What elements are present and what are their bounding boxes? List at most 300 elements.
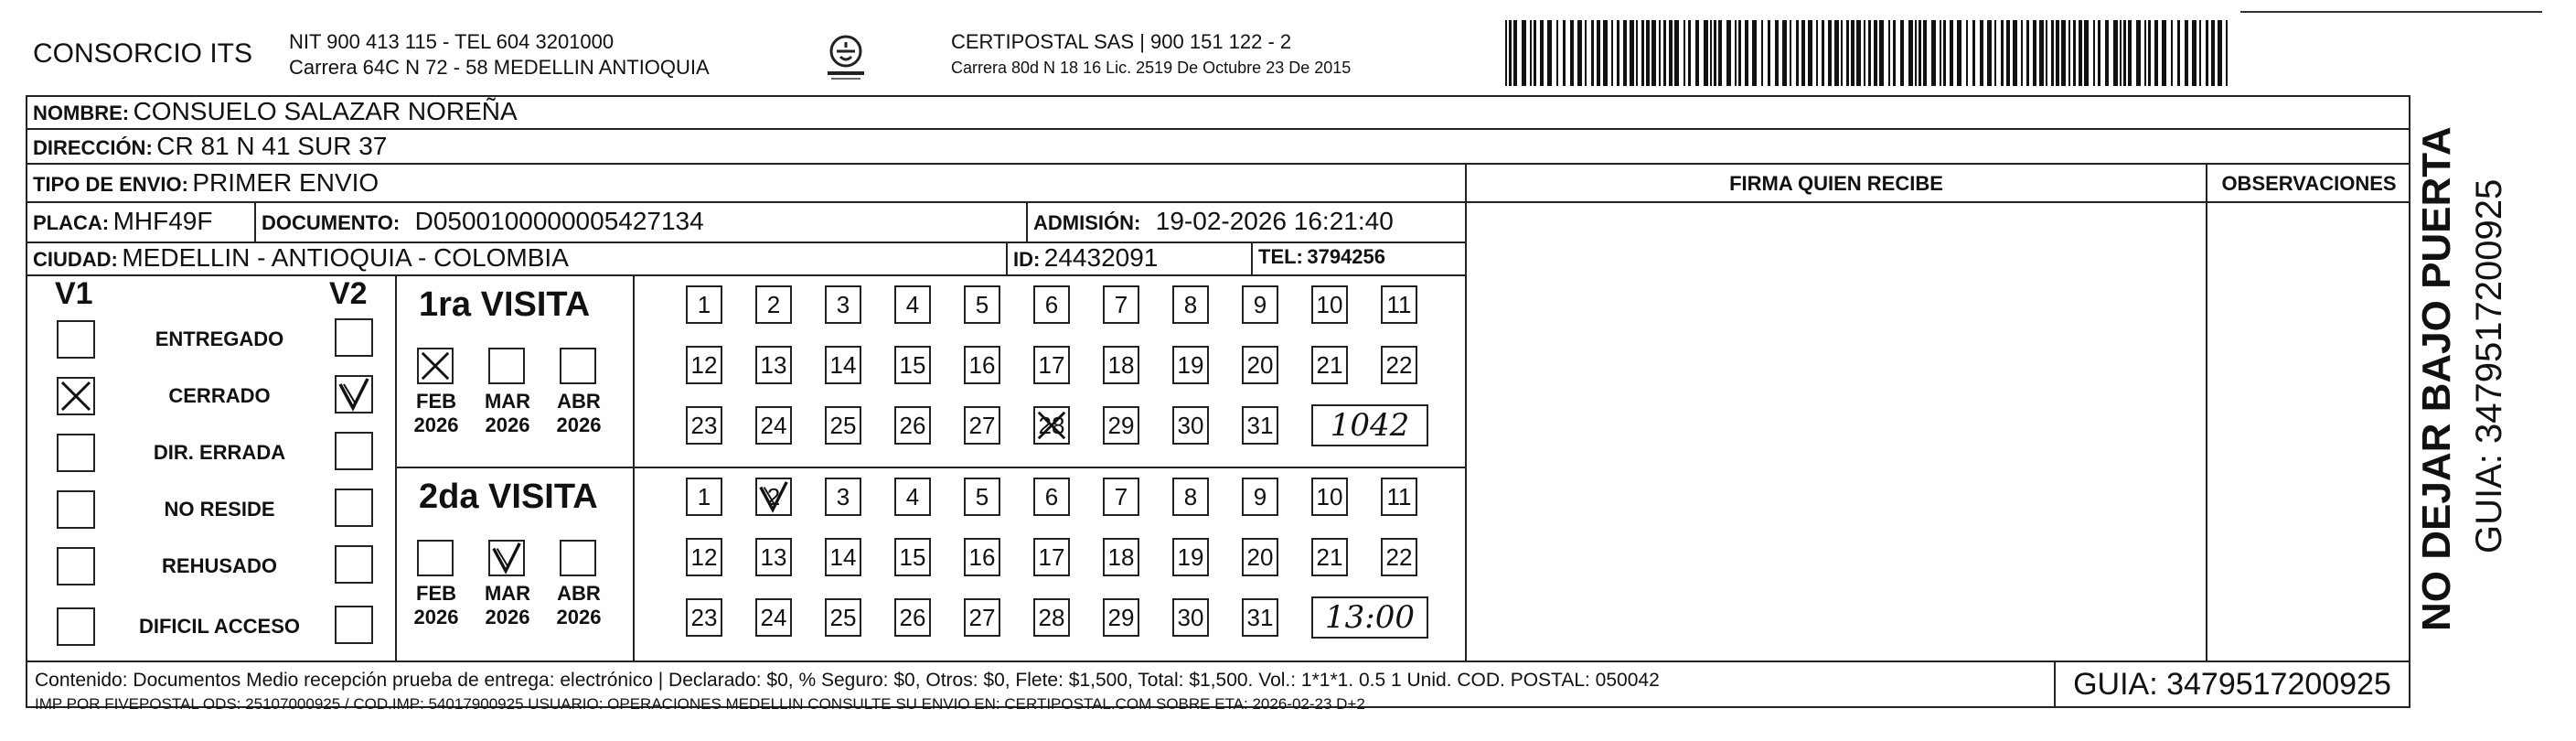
day-number: 15 [899, 543, 926, 571]
barcode-bar [1738, 20, 1741, 86]
day-cell[interactable] [1172, 285, 1209, 324]
v2-checkbox[interactable] [335, 375, 373, 413]
direccion-field [33, 132, 387, 161]
day-number: 10 [1316, 483, 1343, 510]
barcode-bar [2021, 20, 2023, 86]
barcode-bar [2162, 20, 2166, 86]
admision-label: ADMISIÓN: [1033, 211, 1141, 234]
barcode-bar [2026, 20, 2029, 86]
day-number: 24 [760, 412, 787, 439]
barcode-bar [1919, 20, 1921, 86]
day-number: 3 [836, 291, 850, 318]
barcode-bar [1597, 20, 1600, 86]
barcode-bar [1801, 20, 1805, 86]
barcode-bar [1874, 20, 1877, 86]
barcode-bar [1547, 20, 1552, 86]
placa-field [33, 207, 212, 236]
visit-title: 2da VISITA [419, 478, 598, 516]
day-number: 12 [690, 543, 718, 571]
barcode-bar [1651, 20, 1656, 86]
documento-field [262, 207, 704, 236]
barcode-bar [1868, 20, 1871, 86]
barcode-bar [1846, 20, 1849, 86]
admision-field [1033, 207, 1394, 236]
id-value: 24432091 [1043, 243, 1159, 272]
barcode-bar [1563, 20, 1566, 86]
day-number: 18 [1107, 543, 1135, 571]
nombre-value: CONSUELO SALAZAR NOREÑA [133, 97, 518, 125]
day-cell[interactable] [686, 538, 722, 576]
v1-checkbox[interactable] [57, 607, 95, 646]
day-number: 12 [690, 351, 718, 379]
day-number: 9 [1253, 291, 1267, 318]
observaciones-header: OBSERVACIONES [2221, 172, 2397, 195]
barcode-bar [1761, 20, 1763, 86]
day-cell[interactable] [1381, 478, 1417, 516]
barcode-bar [1931, 20, 1936, 86]
day-cell[interactable] [1103, 406, 1139, 445]
barcode-bar [1782, 20, 1787, 86]
status-label: DIR. ERRADA [153, 441, 286, 464]
day-cell[interactable] [1242, 478, 1278, 516]
day-number: 20 [1246, 351, 1274, 379]
day-cell[interactable] [1311, 538, 1348, 576]
v2-checkbox[interactable] [335, 606, 373, 644]
barcode-bar [2211, 20, 2215, 86]
day-cell[interactable] [755, 406, 792, 445]
day-cell[interactable] [1311, 346, 1348, 384]
day-cell[interactable] [1033, 285, 1070, 324]
barcode-bar [2068, 20, 2070, 86]
barcode-bar [1900, 20, 1904, 86]
month-name: FEB [416, 582, 456, 605]
barcode-bar [1718, 20, 1722, 86]
barcode-bar [1556, 20, 1558, 86]
company-name: CONSORCIO ITS [33, 38, 253, 69]
barcode-bar [1790, 20, 1791, 86]
day-cell[interactable] [1103, 285, 1139, 324]
barcode-bar [2120, 20, 2122, 86]
barcode-bar [2006, 20, 2010, 86]
footer-contenido: Contenido: Documentos Medio recepción prueba de entrega: electrónico | Declarado: $0, % Seguro: $0, Otros: $0, Flete: $1,500, Total: $1,500. Vol.: 1*1*1. 0.5 1 Unid. COD. POSTAL: 050042 [35, 670, 1660, 691]
barcode-bar [1980, 20, 1983, 86]
barcode-bar [1796, 20, 1799, 86]
status-label: CERRADO [168, 384, 271, 407]
barcode-bar [1940, 20, 1941, 86]
month-checkbox[interactable] [417, 348, 454, 384]
barcode-bar [1623, 20, 1627, 86]
barcode-bar [1617, 20, 1619, 86]
barcode-bar [2192, 20, 2197, 86]
barcode-bar [1745, 20, 1748, 86]
barcode-bar [1841, 20, 1843, 86]
day-cell[interactable] [1033, 406, 1070, 445]
barcode-bar [1966, 20, 1968, 86]
visit-time[interactable]: 13:00 [1311, 596, 1428, 639]
day-number: 7 [1114, 483, 1128, 510]
day-number: 23 [690, 604, 718, 631]
barcode-bar [2171, 20, 2173, 86]
v1-header: V1 [55, 276, 93, 311]
day-number: 1 [697, 483, 711, 510]
day-cell[interactable] [1172, 406, 1209, 445]
barcode-bar [2144, 20, 2146, 86]
day-number: 5 [975, 291, 989, 318]
day-cell[interactable] [686, 346, 722, 384]
cell-divider [1006, 242, 1008, 274]
barcode-bar [2001, 20, 2004, 86]
top-edge-line [2240, 11, 2542, 13]
day-cell[interactable] [755, 478, 792, 516]
barcode-bar [2084, 20, 2089, 86]
day-number: 4 [905, 483, 920, 510]
barcode-bar [2218, 20, 2222, 86]
barcode-bar [1659, 20, 1661, 86]
barcode-icon [1502, 20, 2233, 86]
barcode-bar [1585, 20, 1587, 86]
day-number: 3 [836, 483, 850, 510]
barcode-bar [2123, 20, 2126, 86]
day-cell[interactable] [894, 346, 931, 384]
day-cell[interactable] [1311, 285, 1348, 324]
v2-checkbox[interactable] [335, 489, 373, 527]
status-label: REHUSADO [162, 554, 277, 577]
barcode-bar [1752, 20, 1757, 86]
day-number: 26 [899, 604, 926, 631]
day-cell[interactable] [1172, 478, 1209, 516]
guia-number: GUIA: 3479517200925 [2054, 660, 2410, 708]
v1-checkbox[interactable] [57, 490, 95, 529]
firma-header: FIRMA QUIEN RECIBE [1729, 172, 1943, 195]
v1-checkbox[interactable] [57, 547, 95, 585]
day-cell[interactable] [964, 538, 1000, 576]
day-number: 30 [1177, 604, 1204, 631]
barcode-bar [2128, 20, 2132, 86]
barcode-bar [1683, 20, 1685, 86]
barcode-bar [1957, 20, 1961, 86]
barcode-bar [1822, 20, 1824, 86]
status-label: DIFICIL ACCESO [138, 615, 300, 638]
day-number: 14 [829, 543, 857, 571]
barcode-bar [1893, 20, 1896, 86]
day-cell[interactable] [1033, 598, 1070, 637]
day-number: 15 [899, 351, 926, 379]
placa-label: PLACA: [33, 211, 110, 234]
barcode-bar [1987, 20, 1992, 86]
month-year: 2026 [413, 413, 459, 436]
barcode-bar [1735, 20, 1737, 86]
day-cell[interactable] [1381, 346, 1417, 384]
barcode-bar [1851, 20, 1855, 86]
month-name: ABR [557, 582, 601, 605]
barcode-bar [2079, 20, 2082, 86]
day-cell[interactable] [755, 285, 792, 324]
day-number: 10 [1316, 291, 1343, 318]
direccion-label: DIRECCIÓN: [33, 136, 153, 159]
barcode-bar [1950, 20, 1953, 86]
barcode-bar [2136, 20, 2141, 86]
month-name: MAR [484, 390, 531, 413]
barcode-bar [1641, 20, 1644, 86]
barcode-bar [1888, 20, 1890, 86]
barcode-bar [2056, 20, 2059, 86]
day-cell[interactable] [825, 346, 861, 384]
documento-value: D0500100000005427134 [414, 207, 704, 235]
barcode-bar [1540, 20, 1544, 86]
barcode-bar [1834, 20, 1839, 86]
certi-address: Carrera 80d N 18 16 Lic. 2519 De Octubre 23 De 2015 [951, 59, 1352, 77]
month-label [547, 390, 611, 437]
row-divider [26, 274, 1467, 276]
admision-value: 19-02-2026 16:21:40 [1155, 207, 1394, 235]
cell-divider [1251, 242, 1253, 274]
day-cell[interactable] [686, 406, 722, 445]
barcode-bar [2073, 20, 2076, 86]
day-number: 6 [1044, 483, 1059, 510]
observaciones-area[interactable] [2207, 203, 2410, 660]
direccion-value: CR 81 N 41 SUR 37 [156, 132, 388, 160]
barcode-bar [1816, 20, 1818, 86]
barcode-bar [1714, 20, 1716, 86]
month-checkbox[interactable] [488, 540, 525, 576]
day-number: 13 [760, 351, 787, 379]
v2-checkbox[interactable] [335, 318, 373, 357]
day-cell[interactable] [755, 598, 792, 637]
day-number: 25 [829, 604, 857, 631]
day-number: 11 [1386, 483, 1412, 510]
tipo-field [33, 168, 379, 198]
day-cell[interactable] [1311, 478, 1348, 516]
month-checkbox[interactable] [488, 348, 525, 384]
day-cell[interactable] [1103, 538, 1139, 576]
day-number: 18 [1107, 351, 1135, 379]
barcode-bar [1856, 20, 1861, 86]
barcode-bar [2039, 20, 2044, 86]
tipo-value: PRIMER ENVIO [192, 168, 379, 197]
day-cell[interactable] [964, 478, 1000, 516]
day-number: 16 [968, 543, 996, 571]
barcode-bar [2093, 20, 2095, 86]
barcode-bar [1674, 20, 1679, 86]
day-number: 14 [829, 351, 857, 379]
day-number: 19 [1177, 351, 1204, 379]
tel-label: TEL: [1258, 245, 1303, 268]
barcode-bar [2185, 20, 2188, 86]
side-guia-number: GUIA: 3479517200925 [2469, 178, 2509, 553]
day-number: 23 [690, 412, 718, 439]
day-cell[interactable] [825, 285, 861, 324]
barcode-bar [2148, 20, 2151, 86]
day-number: 29 [1107, 604, 1135, 631]
day-number: 27 [968, 412, 996, 439]
day-cell[interactable] [686, 598, 722, 637]
day-number: 22 [1385, 543, 1413, 571]
day-cell[interactable] [825, 478, 861, 516]
tel-value: 3794256 [1307, 245, 1385, 268]
day-cell[interactable] [1242, 346, 1278, 384]
v1-checkbox[interactable] [57, 320, 95, 359]
day-cell[interactable] [825, 538, 861, 576]
day-number: 29 [1107, 412, 1135, 439]
day-cell[interactable] [894, 406, 931, 445]
ciudad-value: MEDELLIN - ANTIOQUIA - COLOMBIA [122, 243, 569, 272]
barcode-bar [1646, 20, 1650, 86]
day-number: 31 [1246, 412, 1274, 439]
barcode-bar [1509, 20, 1512, 86]
v1-checkbox[interactable] [57, 434, 95, 472]
month-checkbox[interactable] [417, 540, 454, 576]
day-cell[interactable] [894, 538, 931, 576]
day-cell[interactable] [1103, 478, 1139, 516]
nombre-label: NOMBRE: [33, 102, 130, 124]
barcode-bar [1530, 20, 1532, 86]
barcode-bar [1663, 20, 1666, 86]
day-number: 27 [968, 604, 996, 631]
barcode-bar [1923, 20, 1927, 86]
nombre-field [33, 97, 518, 126]
month-label [404, 582, 468, 629]
cell-divider [254, 201, 256, 242]
day-cell[interactable] [755, 346, 792, 384]
day-cell[interactable] [894, 285, 931, 324]
tipo-label: TIPO DE ENVIO: [33, 173, 188, 196]
day-cell[interactable] [964, 285, 1000, 324]
barcode-bar [2105, 20, 2109, 86]
barcode-bar [2051, 20, 2054, 86]
visit-time[interactable]: 1042 [1311, 404, 1428, 446]
day-cell[interactable] [825, 406, 861, 445]
day-cell[interactable] [1172, 538, 1209, 576]
day-cell[interactable] [1103, 598, 1139, 637]
month-year: 2026 [413, 606, 459, 628]
day-number: 2 [766, 483, 781, 510]
day-cell[interactable] [1242, 598, 1278, 637]
barcode-bar [2113, 20, 2118, 86]
signature-area[interactable] [1467, 203, 2206, 660]
day-number: 17 [1038, 351, 1065, 379]
row-divider [26, 128, 2410, 130]
v2-checkbox[interactable] [335, 545, 373, 584]
status-label: ENTREGADO [155, 328, 284, 350]
day-cell[interactable] [1381, 285, 1417, 324]
barcode-bar [2046, 20, 2047, 86]
day-number: 5 [975, 483, 989, 510]
status-label: NO RESIDE [164, 498, 275, 521]
day-number: 8 [1183, 291, 1198, 318]
day-number: 26 [899, 412, 926, 439]
day-number: 8 [1183, 483, 1198, 510]
barcode-bar [1577, 20, 1582, 86]
barcode-bar [1943, 20, 1946, 86]
day-number: 4 [905, 291, 920, 318]
day-cell[interactable] [1172, 346, 1209, 384]
barcode-bar [1864, 20, 1865, 86]
barcode-bar [1591, 20, 1594, 86]
certi-line: CERTIPOSTAL SAS | 900 151 122 - 2 [951, 30, 1292, 53]
barcode-bar [1915, 20, 1917, 86]
month-checkbox[interactable] [560, 540, 596, 576]
day-cell[interactable] [894, 478, 931, 516]
day-number: 17 [1038, 543, 1065, 571]
address-line: Carrera 64C N 72 - 58 MEDELLIN ANTIOQUIA [289, 56, 710, 79]
barcode-bar [1768, 20, 1770, 86]
barcode-bar [2061, 20, 2066, 86]
barcode-bar [1688, 20, 1691, 86]
day-cell[interactable] [964, 406, 1000, 445]
day-cell[interactable] [1381, 538, 1417, 576]
barcode-bar [2013, 20, 2017, 86]
barcode-bar [1630, 20, 1634, 86]
day-number: 21 [1316, 351, 1343, 379]
barcode-bar [1611, 20, 1613, 86]
month-label [404, 390, 468, 437]
day-cell[interactable] [825, 598, 861, 637]
day-number: 6 [1044, 291, 1059, 318]
day-cell[interactable] [1242, 538, 1278, 576]
day-number: 11 [1386, 291, 1412, 318]
tel-field [1258, 245, 1385, 269]
day-cell[interactable] [686, 478, 722, 516]
barcode-bar [1570, 20, 1574, 86]
visit-divider [395, 467, 1467, 468]
day-cell[interactable] [894, 598, 931, 637]
barcode-bar [1808, 20, 1812, 86]
month-name: FEB [416, 390, 456, 413]
barcode-bar [2177, 20, 2180, 86]
day-cell[interactable] [964, 598, 1000, 637]
placa-value: MHF49F [112, 207, 213, 235]
day-number: 28 [1038, 604, 1065, 631]
row-divider [26, 163, 2410, 165]
day-cell[interactable] [1242, 406, 1278, 445]
day-cell[interactable] [1242, 285, 1278, 324]
barcode-bar [1636, 20, 1638, 86]
row-divider [26, 201, 1467, 203]
visit-title: 1ra VISITA [419, 285, 591, 324]
month-label [476, 390, 540, 437]
barcode-bar [1603, 20, 1608, 86]
day-number: 22 [1385, 351, 1413, 379]
day-cell[interactable] [1033, 346, 1070, 384]
month-label [476, 582, 540, 629]
day-cell[interactable] [1033, 478, 1070, 516]
month-year: 2026 [556, 413, 602, 436]
day-cell[interactable] [1033, 538, 1070, 576]
barcode-bar [2199, 20, 2201, 86]
v2-checkbox[interactable] [335, 432, 373, 470]
barcode-bar [1994, 20, 1996, 86]
barcode-bar [1695, 20, 1699, 86]
day-number: 13 [760, 543, 787, 571]
company-contact [289, 29, 710, 81]
barcode-bar [1726, 20, 1731, 86]
barcode-bar [1704, 20, 1708, 86]
day-number: 7 [1114, 291, 1128, 318]
cell-divider [1026, 201, 1028, 242]
day-cell[interactable] [964, 346, 1000, 384]
day-cell[interactable] [1103, 346, 1139, 384]
certipostal-logo-icon [818, 29, 873, 84]
barcode-bar [2226, 20, 2228, 86]
day-cell[interactable] [755, 538, 792, 576]
v1-checkbox[interactable] [57, 377, 95, 415]
day-cell[interactable] [1172, 598, 1209, 637]
day-cell[interactable] [686, 285, 722, 324]
month-checkbox[interactable] [560, 348, 596, 384]
barcode-bar [1710, 20, 1712, 86]
footer-impresion: IMP POR FIVEPOSTAL ODS: 25107000925 / COD.IMP: 54017900925 USUARIO: OPERACIONES MEDELLIN CONSULTE SU ENVIO EN: CERTIPOSTAL.COM SOBRE ETA: 2026-02-23 D+2 [35, 695, 1365, 713]
barcode-bar [1505, 20, 1507, 86]
